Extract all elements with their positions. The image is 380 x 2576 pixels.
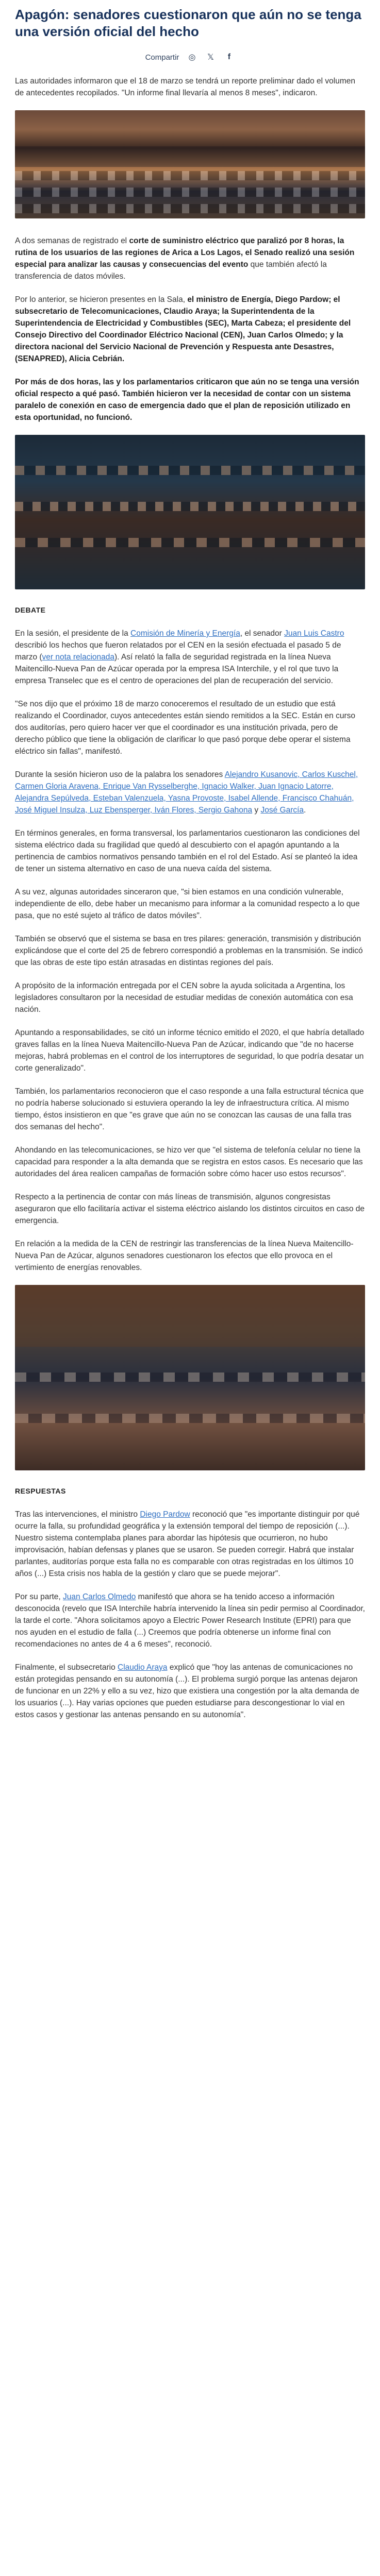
- link-claudio-araya[interactable]: Claudio Araya: [118, 1663, 168, 1672]
- paragraph-debate-6: También se observó que el sistema se basa en tres pilares: generación, transmisión y distribución explicándose que el corte del 25 de febrero correspondió a problemas en la transmisión. Se indicó que las obras de este tipo están atrasadas en distintas regiones del país.: [15, 935, 363, 967]
- paragraph-senators: Durante la sesión hicieron uso de la palabra los senadores Alejandro Kusanovic, Carlos Kuschel, Carmen Gloria Aravena, Enrique Van Rysselberghe, Ignacio Walker, Juan Ignacio Latorre, Alejandra Sepúlveda, Esteban Valenzuela, Yasna Provoste, Isabel Allende, Francisco Chahuán, José Miguel Insulza, Luz Ebensperger, Iván Flores, Sergio Gahona y José García.: [15, 770, 358, 815]
- paragraph-criticism: Por más de dos horas, las y los parlamentarios criticaron que aún no se tenga una versión oficial respecto a qué pasó. También hicieron ver la necesidad de contar con un sistema paralelo de conexión en caso de emergencia dado que el plan de reposición utilizado en esta oportunidad, no funcionó.: [15, 378, 359, 422]
- share-bar: [15, 52, 365, 63]
- lead-paragraph: Las autoridades informaron que el 18 de marzo se tendrá un reporte preliminar dado el volumen de antecedentes recopilados. "Un informe final llevaría al menos 8 meses", indicaron.: [15, 77, 355, 97]
- paragraph-debate-9: También, los parlamentarios reconocieron que el caso responde a una falla estructural técnica que no podría haberse solucionado si estuviera operando la ley de infraestructura crítica. Al mismo tiempo, éstos insistieron en que "es grave que aún no se conozcan las causas de una falla tras dos semanas del hecho".: [15, 1087, 364, 1131]
- paragraph-debate-12: En relación a la medida de la CEN de restringir las transferencias de la línea Nueva Maitencillo-Nueva Pan de Azúcar, algunos senadores cuestionaron los efectos que ello provoca en el vertimiento de energías renovables.: [15, 1240, 354, 1272]
- paragraph-debate-5: A su vez, algunas autoridades sinceraron que, "si bien estamos en una condición vulnerable, independiente de ello, debe haber un mecanismo para informar a la comunidad respecto a lo que pasa, que no esté sujeto al tráfico de datos móviles".: [15, 888, 360, 920]
- paragraph-debate-7: A propósito de la información entregada por el CEN sobre la ayuda solicitada a Argentina, los legisladores consultaron por la necesidad de estudiar medidas de conexión automática con esa nación.: [15, 981, 353, 1014]
- link-senators-list[interactable]: Alejandro Kusanovic, Carlos Kuschel, Carmen Gloria Aravena, Enrique Van Rysselberghe, Ignacio Walker, Juan Ignacio Latorre, Alejandra Sepúlveda, Esteban Valenzuela, Yasna Provoste, Isabel Allende, Francisco Chahuán, José Miguel Insulza, Luz Ebensperger, Iván Flores, Sergio Gahona: [15, 770, 358, 815]
- paragraph-response-pardow: Tras las intervenciones, el ministro Diego Pardow reconoció que "es importante distinguir por qué ocurre la falla, su profundidad geográfica y la extensión temporal del tiempo de reposición (...). Nuestro sistema contemplaba planes para abordar las hipótesis que ocurrieron, no hubo improvisación, habían defensas y planes que se usaron. Se pueden corregir. Habrá que instalar parlantes, auditorías porque esta falla no es comparable con otras registradas en los últimos 10 años (...) Esta crisis nos habla de la gestión y claro que se puede mejorar".: [15, 1510, 360, 1578]
- link-jose-garcia[interactable]: José García: [260, 806, 304, 815]
- whatsapp-icon[interactable]: ◎: [188, 53, 196, 62]
- facebook-icon[interactable]: f: [227, 53, 231, 61]
- paragraph-response-olmedo: Por su parte, Juan Carlos Olmedo manifestó que ahora se ha tenido acceso a información desconocida (revelo que ISA Interchile habría intervenido la línea sin pedir permiso al Coordinador, la tarde el corte. "Ahora solicitamos apoyo a Electric Power Research Institute (EPRI) para que nos ayuden en el estudio de falla (...) Creemos que podría obtenerse un informe final con recomendaciones no antes de 4 a 6 meses", reconoció.: [15, 1592, 365, 1649]
- link-nota-relacionada[interactable]: ver nota relacionada: [42, 653, 115, 662]
- link-juan-carlos-olmedo[interactable]: Juan Carlos Olmedo: [63, 1592, 136, 1601]
- link-juan-luis-castro[interactable]: Juan Luis Castro: [284, 629, 344, 638]
- paragraph-debate-2: "Se nos dijo que el próximo 18 de marzo conoceremos el resultado de un estudio que está realizando el Coordinador, cuyos antecedentes están siendo remitidos a la SEC. Están en curso dos auditorías, pero quiero hacer ver que el coordinador es una institución privada, pero de derecho público que tiene la obligación de clarificar lo que pasó porque debe operar el sistema eléctrico sin fallas", manifestó.: [15, 700, 355, 756]
- article-title: Apagón: senadores cuestionaron que aún no se tenga una versión oficial del hecho: [15, 7, 361, 39]
- debate-heading: DEBATE: [15, 606, 46, 614]
- senate-session-photo-1: [15, 110, 365, 218]
- link-comision-mineria[interactable]: Comisión de Minería y Energía: [130, 629, 240, 638]
- paragraph-debate-11: Respecto a la pertinencia de contar con más líneas de transmisión, algunos congresistas aseguraron que ello facilitaría activar el sistema eléctrico aislando los distintos circuitos en caso de emergencia.: [15, 1193, 365, 1225]
- paragraph-debate-1: En la sesión, el presidente de la Comisión de Minería y Energía, el senador Juan Luis Castro describió los hechos que fueron relatados por el CEN en la sesión efectuada el pasado 5 de marzo (ver nota relacionada). Así relató la falla de seguridad registrada en la línea Nueva Maitencillo-Nueva Pan de Azúcar operada por la empresa ISA Interchile, y el rol que tuvo la empresa Transelec que es el centro de operaciones del plan de recuperación del servicio.: [15, 629, 344, 685]
- senate-session-photo-2: [15, 435, 365, 589]
- link-diego-pardow[interactable]: Diego Pardow: [140, 1510, 190, 1519]
- paragraph-response-araya: Finalmente, el subsecretario Claudio Araya explicó que "hoy las antenas de comunicaciones no están protegidas pensando en su autonomía (...). El problema surgió porque las antenas dejaron de funcionar en un 22% y ello a su vez, hizo que existiera una congestión por la alta demanda de los usuarios (...). Hay varias opciones que pueden estudiarse para descongestionar lo vial en estos casos y gestionar las antenas pensando en su autonomía".: [15, 1663, 359, 1719]
- paragraph-debate-10: Ahondando en las telecomunicaciones, se hizo ver que "el sistema de telefonía celular no tiene la capacidad para responder a la alta demanda que se registra en estos casos. Es necesario que las autoridades del área realicen campañas de formación sobre cómo hacer uso estos recursos".: [15, 1146, 363, 1178]
- responses-heading: RESPUESTAS: [15, 1487, 66, 1495]
- paragraph-attendees: Por lo anterior, se hicieron presentes en la Sala, el ministro de Energía, Diego Pardow; el subsecretario de Telecomunicaciones, Claudio Araya; la Superintendenta de la Superintendencia de Electricidad y Combustibles (SEC), Marta Cabeza; el presidente del Consejo Directivo del Coordinador Eléctrico Nacional (CEN), Juan Carlos Olmedo; y la directora nacional del Servicio Nacional de Prevención y Respuesta ante Desastres, (SENAPRED), Alicia Cebrián.: [15, 295, 351, 363]
- paragraph-outage: A dos semanas de registrado el corte de suministro eléctrico que paralizó por 8 horas, la rutina de los usuarios de las regiones de Arica a Los Lagos, el Senado realizó una sesión especial para analizar las causas y consecuencias del evento que también afectó la transferencia de datos móviles.: [15, 236, 355, 281]
- paragraph-debate-8: Apuntando a responsabilidades, se citó un informe técnico emitido el 2020, el que habría detallado graves fallas en la línea Nueva Maitencillo-Nueva Pan de Azúcar, indicando que "de no hacerse mejoras, habrá problemas en el control de los interruptores de seguridad, lo que podría desatar un corte generalizado".: [15, 1028, 365, 1073]
- senate-session-photo-3: [15, 1285, 365, 1470]
- x-icon[interactable]: 𝕏: [207, 53, 214, 62]
- paragraph-debate-4: En términos generales, en forma transversal, los parlamentarios cuestionaron las condiciones del sistema eléctrico dada su fragilidad que quedó al descubierto con el apagón apuntando a la pertinencia de cambios normativos pensando también en el rol del Estado. Así se planteó la idea de tener un sistema alternativo en caso de una nueva caída del sistema.: [15, 829, 360, 873]
- share-label: Compartir: [145, 53, 179, 62]
